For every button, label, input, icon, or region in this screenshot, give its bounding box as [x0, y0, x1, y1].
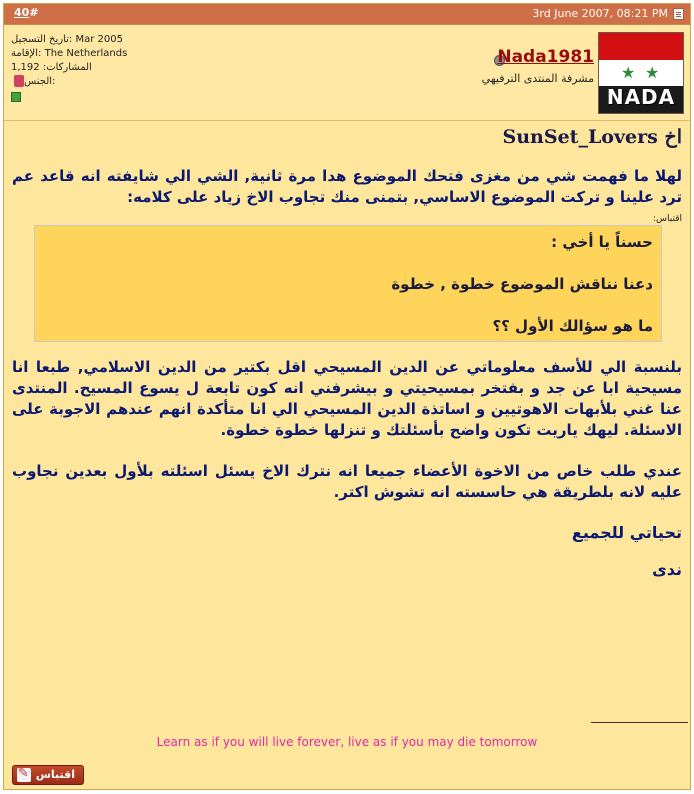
- post-title: اخ SunSet_Lovers: [502, 126, 682, 148]
- quote-button[interactable]: [12, 765, 84, 785]
- user-info-row: [4, 25, 690, 121]
- user-stats: [11, 33, 127, 107]
- signature-motto: Learn as if you will live forever, live as if you may die tomorrow: [156, 735, 538, 749]
- gender-row: [11, 75, 127, 89]
- post-number[interactable]: [14, 6, 39, 19]
- star-icon: ★: [621, 63, 636, 82]
- join-date: تاريخ التسجيل: Mar 2005: [11, 34, 123, 45]
- quote-pencil-icon: [17, 768, 31, 782]
- signature-name: ندى: [652, 560, 682, 579]
- paragraph-3: عندي طلب خاص من الاخوة الأعضاء جميعا انه نترك الاخ يسئل اسئلته بلأول بعدين نجاوب عليه لانه بلطريقة هي حاسسته انه تشوش اكتر.: [12, 462, 682, 501]
- post-count: المشاركات: 1,192: [11, 62, 92, 73]
- signature-divider: [591, 722, 688, 723]
- user-online-icon: [11, 92, 21, 102]
- quote-button-label: اقتباس: [35, 768, 75, 781]
- post-number-link[interactable]: 40: [14, 6, 30, 19]
- user-title: مشرفة المنتدى الترفيهي: [481, 72, 594, 85]
- paragraph-1: لهلا ما فهمت شي من مغزى فتحك الموضوع هدا مرة ثانية, الشي الي شايفته انه قاعد عم ترد علينا و تركت الموضوع الاساسي, بتمنى منك تجاوب الاخ زياد على كلامه:: [12, 167, 682, 206]
- post-number-hash: #: [29, 6, 39, 19]
- post-date: 3rd June 2007, 08:21 PM: [532, 7, 668, 20]
- quote-line: حسناً يا أخي :: [551, 233, 653, 251]
- flag-white-band: [599, 60, 683, 86]
- flag-red-band: [599, 33, 683, 60]
- location: الإقامة: The Netherlands: [11, 48, 128, 59]
- avatar: [598, 32, 684, 114]
- forum-post: [3, 3, 691, 790]
- avatar-text: NADA: [606, 85, 676, 109]
- online-row: [11, 89, 127, 107]
- post-content: [4, 122, 690, 579]
- greeting: تحياتي للجميع: [571, 523, 682, 542]
- quote-line: دعنا نناقش الموضوع خطوة , خطوة: [391, 275, 653, 293]
- paragraph-2: بلنسبة الي للأسف معلوماتي عن الدين المسيحي اقل بكتير من الدين الاسلامي, طبعا انا مسيحية ابا عن جد و بفتخر بمسيحيتي و بيشرفني انه كون تابعة ل يسوع المسيح. المنتدى عنا غني بلأبهات الاهوتيين و اساتذة الدين المسيحي الي انا متأكدة انهم عندهم الاجوبة على الاسئلة. ليهك ياريت تكون واضح بأسئلتك و تنزلها خطوة خطوة.: [12, 358, 682, 439]
- gender-label: الجنس:: [24, 76, 56, 87]
- star-icon: ★: [645, 63, 660, 82]
- quote-label: اقتباس:: [653, 214, 682, 224]
- gender-female-icon: [14, 75, 24, 87]
- quote-box: [34, 225, 662, 342]
- quote-line: ما هو سؤالك الأول ؟؟: [492, 317, 653, 335]
- post-header-bar: [4, 4, 690, 25]
- username-link[interactable]: Nada1981: [497, 47, 594, 67]
- post-page-icon: [673, 8, 684, 20]
